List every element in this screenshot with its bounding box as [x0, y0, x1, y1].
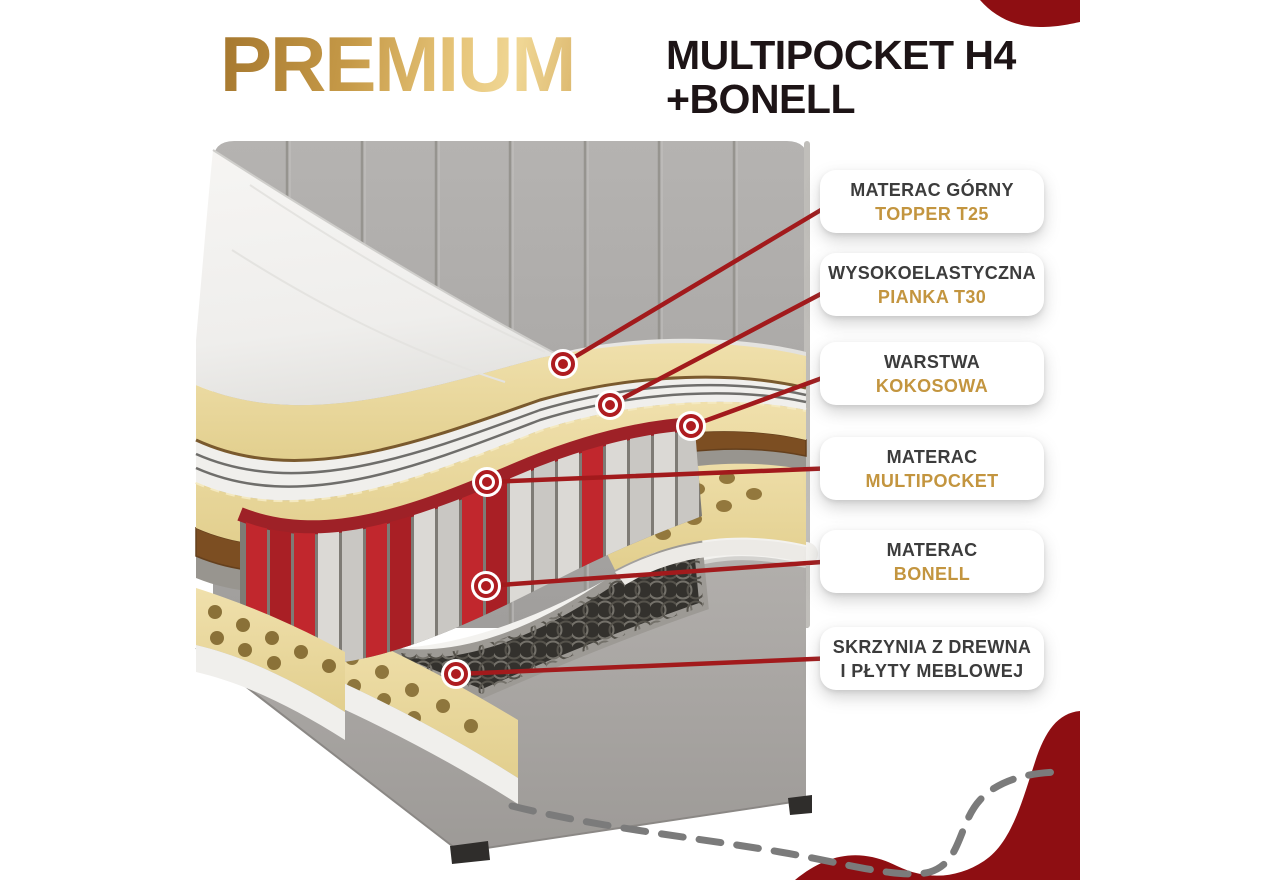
label-card-multipocket [820, 437, 1044, 500]
callout-marker-1 [548, 349, 578, 379]
callout-marker-5 [471, 571, 501, 601]
label-card-bonell [820, 530, 1044, 593]
label-line1: MATERAC [886, 539, 978, 560]
callout-marker-4 [472, 467, 502, 497]
label-line1: SKRZYNIA Z DREWNA [832, 636, 1032, 657]
callout-marker-3 [676, 411, 706, 441]
brand-title: PREMIUM [220, 24, 665, 104]
product-title-line2: +BONELL [666, 76, 855, 122]
label-card-foam-t30 [820, 253, 1044, 316]
label-line1: WARSTWA [883, 351, 981, 372]
label-line2: PIANKA T30 [877, 286, 987, 307]
bed-foot [788, 795, 812, 815]
callout-marker-2 [595, 390, 625, 420]
label-line1: WYSOKOELASTYCZNA [828, 262, 1036, 283]
label-line2: TOPPER T25 [875, 203, 989, 224]
label-line1: MATERAC [886, 446, 978, 467]
label-line2: KOKOSOWA [875, 375, 989, 396]
label-line2: I PŁYTY MEBLOWEJ [840, 660, 1024, 681]
product-title-line1: MULTIPOCKET H4 [666, 32, 1016, 78]
corner-blob-top [980, 0, 1080, 27]
label-card-topper [820, 170, 1044, 233]
label-line2: BONELL [893, 563, 971, 584]
label-card-box [820, 627, 1044, 690]
label-card-coconut [820, 342, 1044, 405]
corner-blob-bottom [795, 711, 1080, 880]
label-line2: MULTIPOCKET [865, 470, 999, 491]
product-title [666, 33, 1016, 121]
label-line1: MATERAC GÓRNY [850, 179, 1014, 200]
callout-marker-6 [441, 659, 471, 689]
